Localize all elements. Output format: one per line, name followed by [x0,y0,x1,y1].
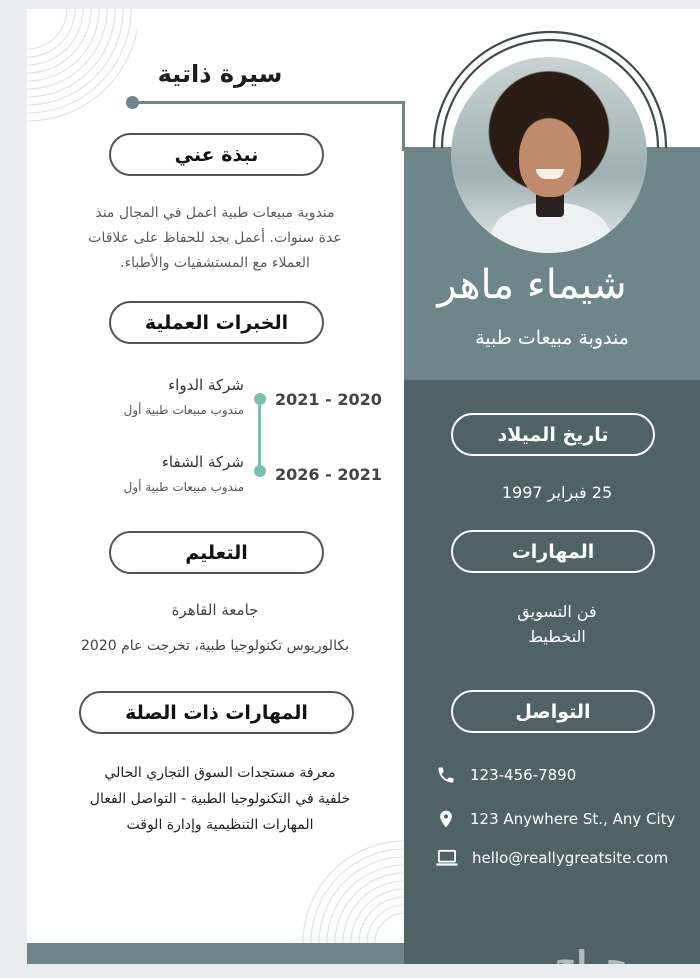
experience-role: مندوب مبيعات طبية أول [123,480,244,494]
experience-years: 2026 - 2021 [275,465,382,484]
sidebar-panel [404,380,700,964]
person-job-title: مندوبة مبيعات طبية [475,327,629,349]
contact-address [436,807,675,831]
profile-photo [451,57,647,253]
education-university: جامعة القاهرة [171,601,259,619]
contact-email [436,846,668,870]
related-skill-line: المهارات التنظيمية وإدارة الوقت [126,817,314,833]
sidebar-heading-skills: المهارات [451,530,655,573]
laptop-icon [436,849,458,867]
section-heading-about: نبذة عني [109,133,324,176]
related-skills-text [40,760,400,838]
experience-company: شركة الدواء [168,376,244,394]
experience-company: شركة الشفاء [161,453,244,471]
address: 123 Anywhere St., Any City [470,810,676,828]
section-heading-education: التعليم [109,531,324,574]
skills-list [404,599,700,649]
section-heading-experience: الخبرات العملية [109,301,324,344]
header-connector-dot [126,96,139,109]
sidebar-heading-birth: تاريخ الميلاد [451,413,655,456]
phone-icon [436,765,456,785]
experience-years: 2021 - 2020 [275,390,382,409]
bottom-band [27,943,404,964]
related-skill-line: خلفية في التكنولوجيا الطبية - التواصل الفعال [89,791,351,807]
watermark: حراج [555,945,628,978]
skill-item: فن التسويق [517,602,597,621]
location-pin-icon [436,808,456,830]
about-line: عدة سنوات. أعمل بجد للحفاظ على علاقات [88,230,342,246]
timeline-dot [254,393,266,405]
section-heading-related-skills: المهارات ذات الصلة [79,691,354,734]
document-title: سيرة ذاتية [157,60,283,88]
timeline-dot [254,465,266,477]
sidebar-heading-contact: التواصل [451,690,655,733]
about-text [50,201,380,276]
person-name: شيماء ماهر [437,262,627,308]
timeline-line [258,400,261,472]
about-line: مندوبة مبيعات طبية اعمل في المجال منذ [95,205,335,221]
email-address: hello@reallygreatsite.com [472,849,669,867]
birth-date: 25 فبراير 1997 [501,483,613,502]
education-degree: بكالوريوس تكنولوجيا طبية، تخرجت عام 2020 [81,638,349,654]
related-skill-line: معرفة مستجدات السوق التجاري الحالي [104,765,336,781]
skill-item: التخطيط [528,627,586,646]
header-connector-line-vertical [402,101,405,151]
header-connector-line [132,101,405,104]
phone-number: 123-456-7890 [470,766,577,784]
about-line: العملاء مع المستشفيات والأطباء. [120,255,310,271]
experience-role: مندوب مبيعات طبية أول [123,403,244,417]
contact-phone [436,763,576,787]
